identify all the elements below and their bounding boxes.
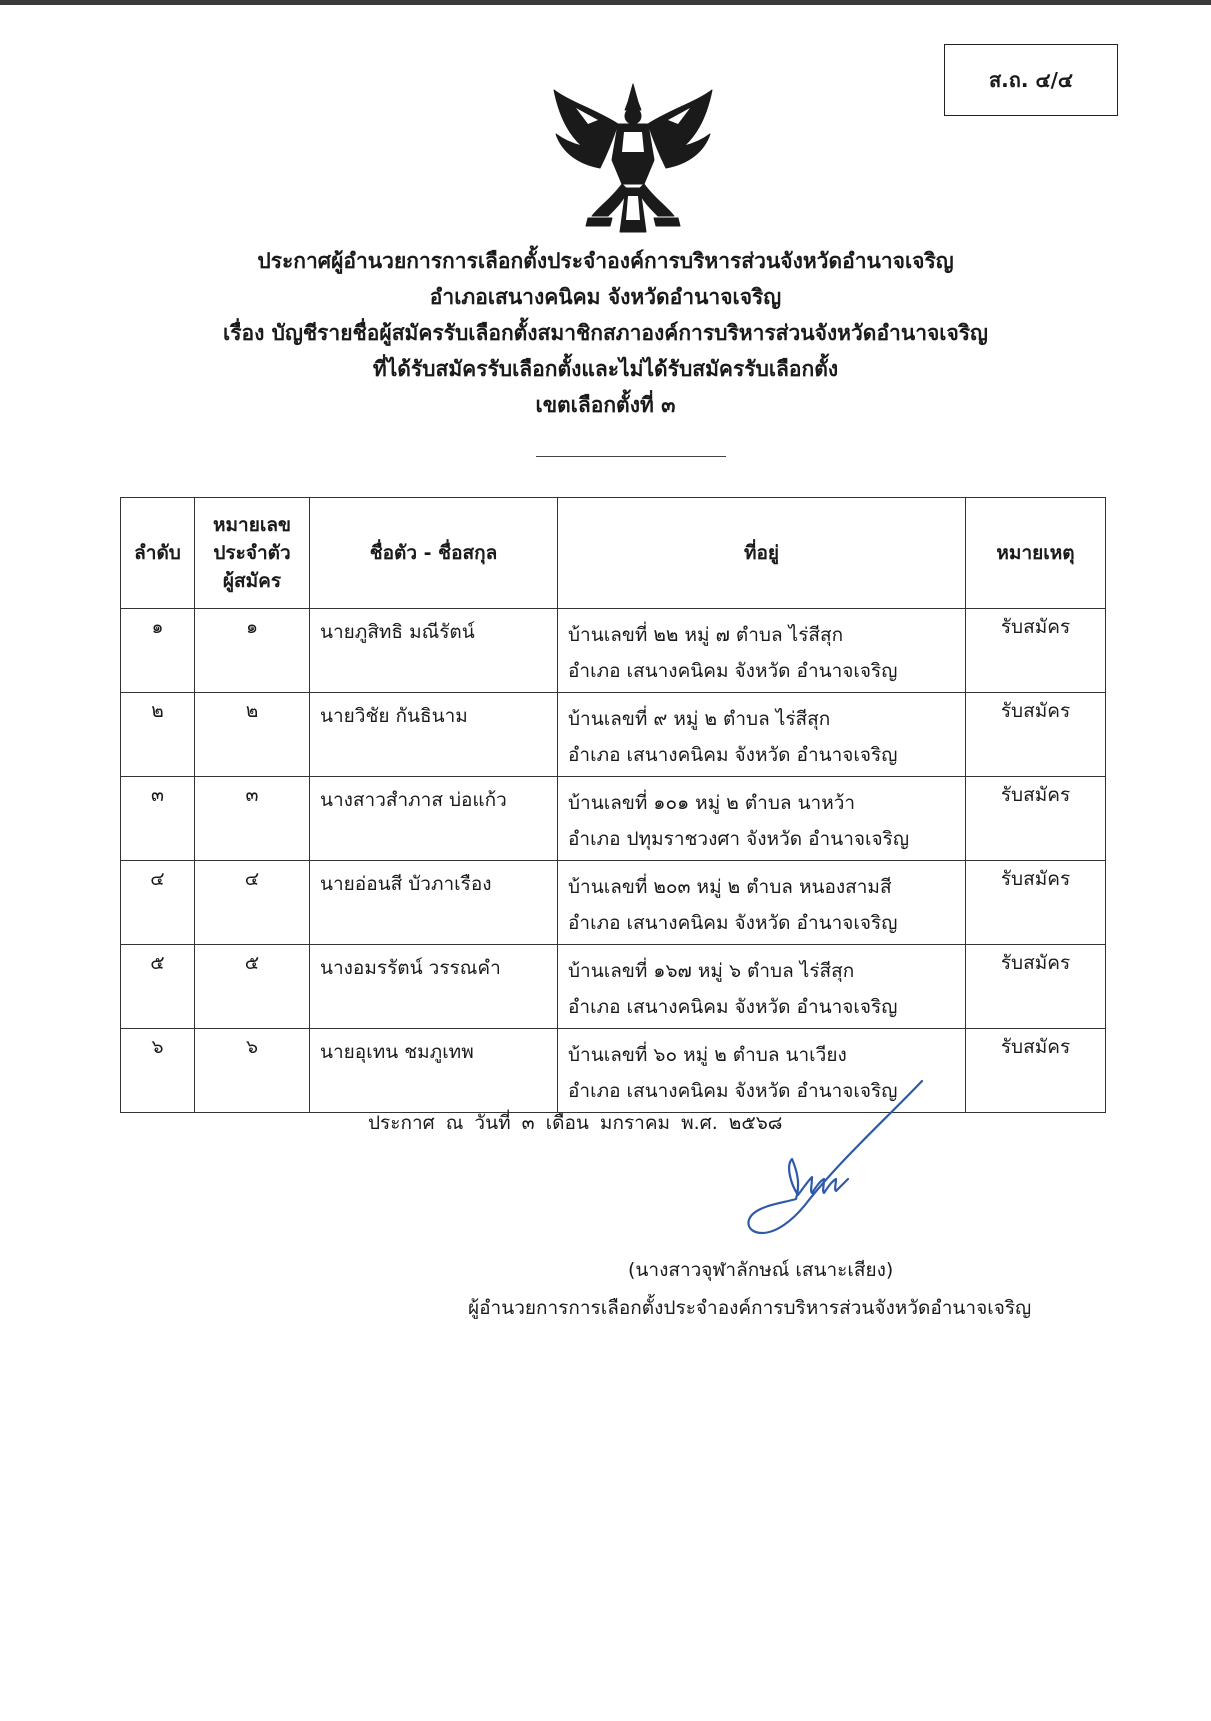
cell-remark: รับสมัคร	[966, 693, 1106, 777]
cell-name: นายภูสิทธิ มณีรัตน์	[310, 609, 558, 693]
heading-line-2: อำเภอเสนางคนิคม จังหวัดอำนาจเจริญ	[429, 285, 782, 309]
top-border-strip	[0, 0, 1211, 5]
table-row	[121, 693, 1106, 777]
table-row	[121, 945, 1106, 1029]
header-name: ชื่อตัว - ชื่อสกุล	[310, 498, 558, 609]
address-line-2: อำเภอ เสนางคนิคม จังหวัด อำนาจเจริญ	[568, 912, 898, 934]
announcement-heading	[0, 243, 1211, 423]
cell-number: ๑	[195, 609, 310, 693]
cell-name: นายวิชัย กันธินาม	[310, 693, 558, 777]
cell-remark: รับสมัคร	[966, 945, 1106, 1029]
address-line-1: บ้านเลขที่ ๑๐๑ หมู่ ๒ ตำบล นาหว้า	[568, 792, 856, 814]
header-order: ลำดับ	[121, 498, 195, 609]
header-remark: หมายเหตุ	[966, 498, 1106, 609]
heading-line-5: เขตเลือกตั้งที่ ๓	[535, 393, 676, 417]
cell-name: นางสาวสำภาส บ่อแก้ว	[310, 777, 558, 861]
cell-name: นายอ่อนสี บัวภาเรือง	[310, 861, 558, 945]
cell-address	[558, 945, 966, 1029]
header-number-line-1: หมายเลข	[213, 514, 291, 536]
table-row	[121, 777, 1106, 861]
address-line-2: อำเภอ ปทุมราชวงศา จังหวัด อำนาจเจริญ	[568, 828, 910, 850]
address-line-1: บ้านเลขที่ ๒๒ หมู่ ๗ ตำบล ไร่สีสุก	[568, 624, 844, 646]
table-row	[121, 861, 1106, 945]
heading-line-4: ที่ได้รับสมัครรับเลือกตั้งและไม่ได้รับสมัครรับเลือกตั้ง	[372, 357, 839, 381]
cell-order: ๕	[121, 945, 195, 1029]
handwritten-signature	[700, 1075, 940, 1255]
cell-remark: รับสมัคร	[966, 777, 1106, 861]
cell-name: นางอมรรัตน์ วรรณคำ	[310, 945, 558, 1029]
address-line-2: อำเภอ เสนางคนิคม จังหวัด อำนาจเจริญ	[568, 996, 898, 1018]
cell-order: ๒	[121, 693, 195, 777]
header-number-line-3: ผู้สมัคร	[222, 570, 282, 592]
table-header-row	[121, 498, 1106, 609]
cell-remark: รับสมัคร	[966, 609, 1106, 693]
address-line-1: บ้านเลขที่ ๒๐๓ หมู่ ๒ ตำบล หนองสามสี	[568, 876, 892, 898]
cell-number: ๒	[195, 693, 310, 777]
cell-name: นายอุเทน ชมภูเทพ	[310, 1029, 558, 1113]
cell-remark: รับสมัคร	[966, 1029, 1106, 1113]
form-code: ส.ถ. ๔/๔	[988, 68, 1074, 92]
garuda-emblem-icon	[548, 80, 718, 240]
header-address: ที่อยู่	[558, 498, 966, 609]
cell-order: ๖	[121, 1029, 195, 1113]
candidate-table	[120, 497, 1106, 1113]
heading-line-1: ประกาศผู้อำนวยการการเลือกตั้งประจำองค์การบริหารส่วนจังหวัดอำนาจเจริญ	[257, 249, 954, 273]
heading-divider	[536, 456, 726, 457]
address-line-1: บ้านเลขที่ ๙ หมู่ ๒ ตำบล ไร่สีสุก	[568, 708, 831, 730]
cell-address	[558, 777, 966, 861]
cell-order: ๔	[121, 861, 195, 945]
address-line-1: บ้านเลขที่ ๑๖๗ หมู่ ๖ ตำบล ไร่สีสุก	[568, 960, 855, 982]
cell-number: ๖	[195, 1029, 310, 1113]
cell-address	[558, 609, 966, 693]
address-line-2: อำเภอ เสนางคนิคม จังหวัด อำนาจเจริญ	[568, 1080, 898, 1102]
table-row	[121, 609, 1106, 693]
cell-remark: รับสมัคร	[966, 861, 1106, 945]
address-line-1: บ้านเลขที่ ๖๐ หมู่ ๒ ตำบล นาเวียง	[568, 1044, 847, 1066]
cell-number: ๕	[195, 945, 310, 1029]
address-line-2: อำเภอ เสนางคนิคม จังหวัด อำนาจเจริญ	[568, 744, 898, 766]
cell-address	[558, 693, 966, 777]
cell-order: ๓	[121, 777, 195, 861]
form-code-box	[944, 44, 1118, 116]
cell-number: ๔	[195, 861, 310, 945]
cell-order: ๑	[121, 609, 195, 693]
cell-number: ๓	[195, 777, 310, 861]
signer-title: ผู้อำนวยการการเลือกตั้งประจำองค์การบริหารส่วนจังหวัดอำนาจเจริญ	[468, 1297, 1032, 1319]
cell-address	[558, 861, 966, 945]
announcement-date: ประกาศ ณ วันที่ ๓ เดือน มกราคม พ.ศ. ๒๕๖๘	[368, 1112, 783, 1134]
header-number-line-2: ประจำตัว	[213, 542, 291, 564]
header-candidate-number	[195, 498, 310, 609]
signer-name: (นางสาวจุฬาลักษณ์ เสนาะเสียง)	[628, 1259, 894, 1281]
address-line-2: อำเภอ เสนางคนิคม จังหวัด อำนาจเจริญ	[568, 660, 898, 682]
table-row	[121, 1029, 1106, 1113]
heading-line-3: เรื่อง บัญชีรายชื่อผู้สมัครรับเลือกตั้งสมาชิกสภาองค์การบริหารส่วนจังหวัดอำนาจเจริญ	[223, 321, 988, 345]
